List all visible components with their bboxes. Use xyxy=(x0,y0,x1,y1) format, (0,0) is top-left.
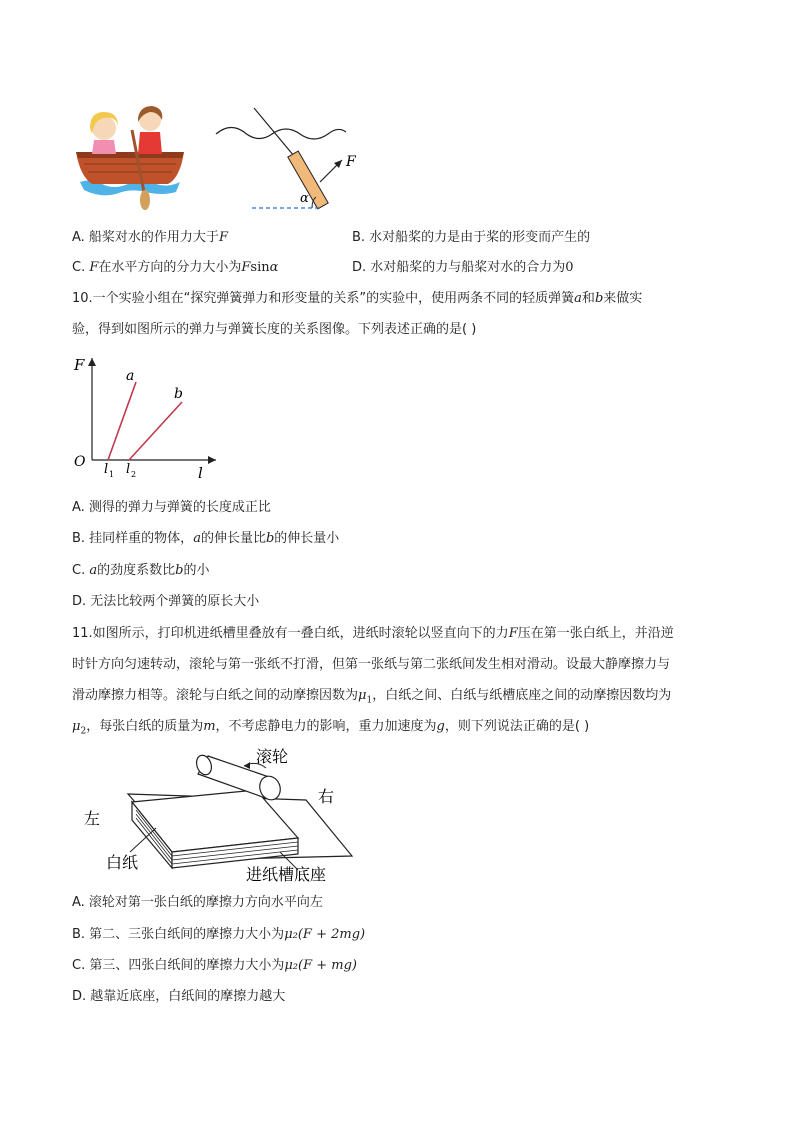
origin-label: O xyxy=(74,454,86,470)
q10-var-a: a xyxy=(574,291,582,306)
q11-stem-text-f: ，不考虑静电力的影响，重力加速度为 xyxy=(215,719,437,734)
q10-option-d[interactable]: D. 无法比较两个弹簧的原长大小 xyxy=(72,594,260,609)
q11-var-m: m xyxy=(203,719,216,734)
q9-option-c-angle: α xyxy=(269,260,279,275)
tick-l1: l xyxy=(104,462,109,477)
line-b-label: b xyxy=(174,386,183,402)
q11-mu1-sub: 1 xyxy=(366,695,373,706)
q10-option-c-mid: 的劲度系数比 xyxy=(97,563,176,578)
q11-var-g: g xyxy=(436,719,445,734)
roller-label: 滚轮 xyxy=(256,747,289,766)
q9-option-d-value: 0 xyxy=(565,260,574,275)
q11-option-d[interactable]: D. 越靠近底座，白纸间的摩擦力越大 xyxy=(72,989,286,1004)
q9-option-b[interactable] xyxy=(352,228,590,248)
tick-l2: l xyxy=(126,462,131,477)
q11-stem-text-a: 11.如图所示，打印机进纸槽里叠放有一叠白纸，进纸时滚轮以竖直向下的力 xyxy=(72,626,509,641)
paper-label: 白纸 xyxy=(106,853,139,872)
line-a-label: a xyxy=(126,368,135,384)
force-label: F xyxy=(346,154,356,170)
q10-option-b-var-a: a xyxy=(193,531,201,546)
x-axis-label: l xyxy=(198,464,203,482)
right-label: 右 xyxy=(318,787,335,806)
q11-var-f: F xyxy=(508,626,518,641)
q9-option-c-fn: sin xyxy=(250,260,270,275)
q9-option-d-text: D. 水对船桨的力与船桨对水的合力为 xyxy=(352,260,566,275)
q10-option-b-prefix: B. 挂同样重的物体， xyxy=(72,531,194,546)
q10-option-c-suffix: 的小 xyxy=(183,563,210,578)
q11-option-c[interactable] xyxy=(72,956,357,976)
q10-stem-line2: 验，得到如图所示的弹力与弹簧长度的关系图像。下列表述正确的是( ) xyxy=(72,322,477,337)
q9-option-b-text: B. 水对船桨的力是由于桨的形变而产生的 xyxy=(352,230,591,245)
oar-force-diagram xyxy=(212,104,360,212)
left-label: 左 xyxy=(84,809,101,828)
q11-option-c-prefix: C. 第三、四张白纸间的摩擦力大小为 xyxy=(72,958,285,973)
tick-l2-sub: 2 xyxy=(131,470,137,479)
q10-stem-text-c: 来做实 xyxy=(603,291,643,306)
q10-stem-text-a: 10.一个实验小组在“探究弹簧弹力和形变量的关系”的实验中，使用两条不同的轻质弹簧 xyxy=(72,291,575,306)
q9-option-a-var: F xyxy=(218,230,228,245)
q10-option-b-var-b: b xyxy=(265,531,275,546)
printer-paper-diagram xyxy=(76,744,366,884)
q10-option-c-var-b: b xyxy=(175,563,184,578)
q11-mu1: μ xyxy=(358,688,367,703)
y-axis-label: F xyxy=(74,356,85,374)
q11-stem-line2: 时针方向匀速转动，滚轮与第一张纸不打滑，但第一张纸与第二张纸间发生相对滑动。设最大静摩擦力与 xyxy=(72,657,671,672)
q11-stem-text-d: ，白纸之间、白纸与纸槽底座之间的动摩擦因数均为 xyxy=(372,688,672,703)
q11-option-b-prefix: B. 第二、三张白纸间的摩擦力大小为 xyxy=(72,927,285,942)
q9-option-c-text: 在水平方向的分力大小为 xyxy=(98,260,242,275)
q11-stem-line3 xyxy=(72,686,671,711)
q10-option-b[interactable] xyxy=(72,529,339,549)
q10-option-c[interactable] xyxy=(72,561,209,581)
q11-stem-line1 xyxy=(72,624,674,644)
q9-option-c-prefix: C. xyxy=(72,260,90,275)
q11-option-c-expr: μ₂(F + mg) xyxy=(284,958,357,973)
q10-option-b-mid: 的伸长量比 xyxy=(200,531,266,546)
q9-option-d[interactable] xyxy=(352,258,574,278)
q9-option-c-expr: F xyxy=(241,260,251,275)
q11-stem-text-e: ，每张白纸的质量为 xyxy=(86,719,204,734)
q9-option-c[interactable] xyxy=(72,258,278,278)
q9-option-a-text: A. 船桨对水的作用力大于 xyxy=(72,230,219,245)
q11-option-b[interactable] xyxy=(72,925,365,945)
q10-var-b: b xyxy=(594,291,604,306)
q11-stem-line4 xyxy=(72,717,589,742)
boat-illustration xyxy=(72,100,190,212)
angle-label: α xyxy=(300,191,309,206)
q11-stem-text-g: ，则下列说法正确的是( ) xyxy=(444,719,590,734)
q11-option-a[interactable]: A. 滚轮对第一张白纸的摩擦力方向水平向左 xyxy=(72,895,323,910)
q10-option-c-var-a: a xyxy=(89,563,98,578)
q10-option-a[interactable]: A. 测得的弹力与弹簧的长度成正比 xyxy=(72,500,271,515)
q10-option-c-prefix: C. xyxy=(72,563,90,578)
line-a xyxy=(108,382,136,460)
q11-mu2: μ xyxy=(72,719,81,734)
tick-l1-sub: 1 xyxy=(109,470,115,479)
q11-mu2-sub: 2 xyxy=(80,726,87,737)
spring-force-graph xyxy=(70,352,220,482)
q10-stem-text-b: 和 xyxy=(581,291,595,306)
q10-option-b-suffix: 的伸长量小 xyxy=(274,531,340,546)
q11-stem-text-b: 压在第一张白纸上，并沿逆 xyxy=(517,626,674,641)
q11-stem-text-c: 滑动摩擦力相等。滚轮与白纸之间的动摩擦因数为 xyxy=(72,688,359,703)
q9-option-c-var: F xyxy=(89,260,99,275)
q11-option-b-expr: μ₂(F + 2mg) xyxy=(284,927,366,942)
line-b xyxy=(129,402,182,460)
q9-option-a[interactable] xyxy=(72,228,228,248)
base-label: 进纸槽底座 xyxy=(246,865,327,884)
q10-stem-line1 xyxy=(72,289,642,309)
